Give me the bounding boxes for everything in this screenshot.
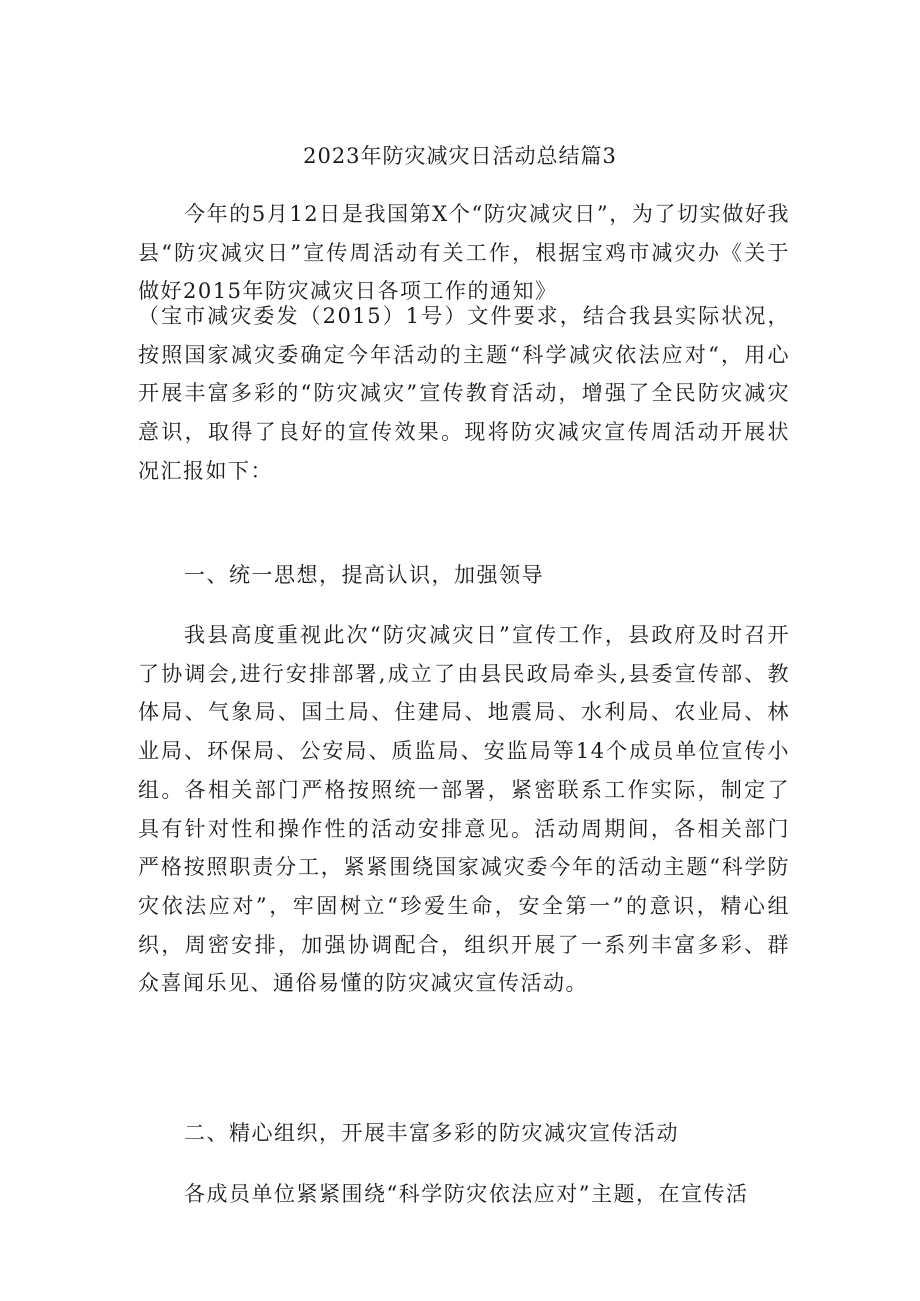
intro-paragraph: 今年的5月12日是我国第X个“防灾减灾日”，为了切实做好我县“防灾减灾日”宣传周活动有关工作，根据宝鸡市减灾办《关于做好2015年防灾减灾日各项工作的通知》 bbox=[138, 202, 790, 304]
section-1-paragraph: 我县高度重视此次“防灾减灾日”宣传工作，县政府及时召开了协调会,进行安排部署,成立了由县民政局牵头,县委宣传部、教体局、气象局、国土局、住建局、地震局、水利局、农业局、林业局、环保局、公安局、质监局、安监局等14个成员单位宣传小组。各相关部门严格按照统一部署，紧密联系工作实际，制定了具有针对性和操作性的活动安排意见。活动周期间，各相关部门严格按照职责分工，紧紧围绕国家减灾委今年的活动主题“科学防灾依法应对”，牢固树立“珍爱生命，安全第一”的意识，精心组织，周密安排，加强协调配合，组织开展了一系列丰富多彩、群众喜闻乐见、通俗易懂的防灾减灾宣传活动。 bbox=[138, 623, 790, 996]
document-title: 2023年防灾减灾日活动总结篇3 bbox=[303, 144, 617, 168]
section-heading-2: 二、精心组织，开展丰富多彩的防灾减灾宣传活动 bbox=[184, 1121, 679, 1145]
section-2-paragraph: 各成员单位紧紧围绕“科学防灾依法应对”主题，在宣传活 bbox=[184, 1182, 749, 1206]
section-heading-1: 一、统一思想，提高认识，加强领导 bbox=[184, 563, 544, 587]
intro-paragraph-continued: （宝市减灾委发（2015）1号）文件要求，结合我县实际状况，按照国家减灾委确定今年活动的主题“科学减灾依法应对“，用心开展丰富多彩的“防灾减灾”宣传教育活动，增强了全民防灾减灾意识，取得了良好的宣传效果。现将防灾减灾宣传周活动开展状况汇报如下： bbox=[138, 304, 790, 483]
